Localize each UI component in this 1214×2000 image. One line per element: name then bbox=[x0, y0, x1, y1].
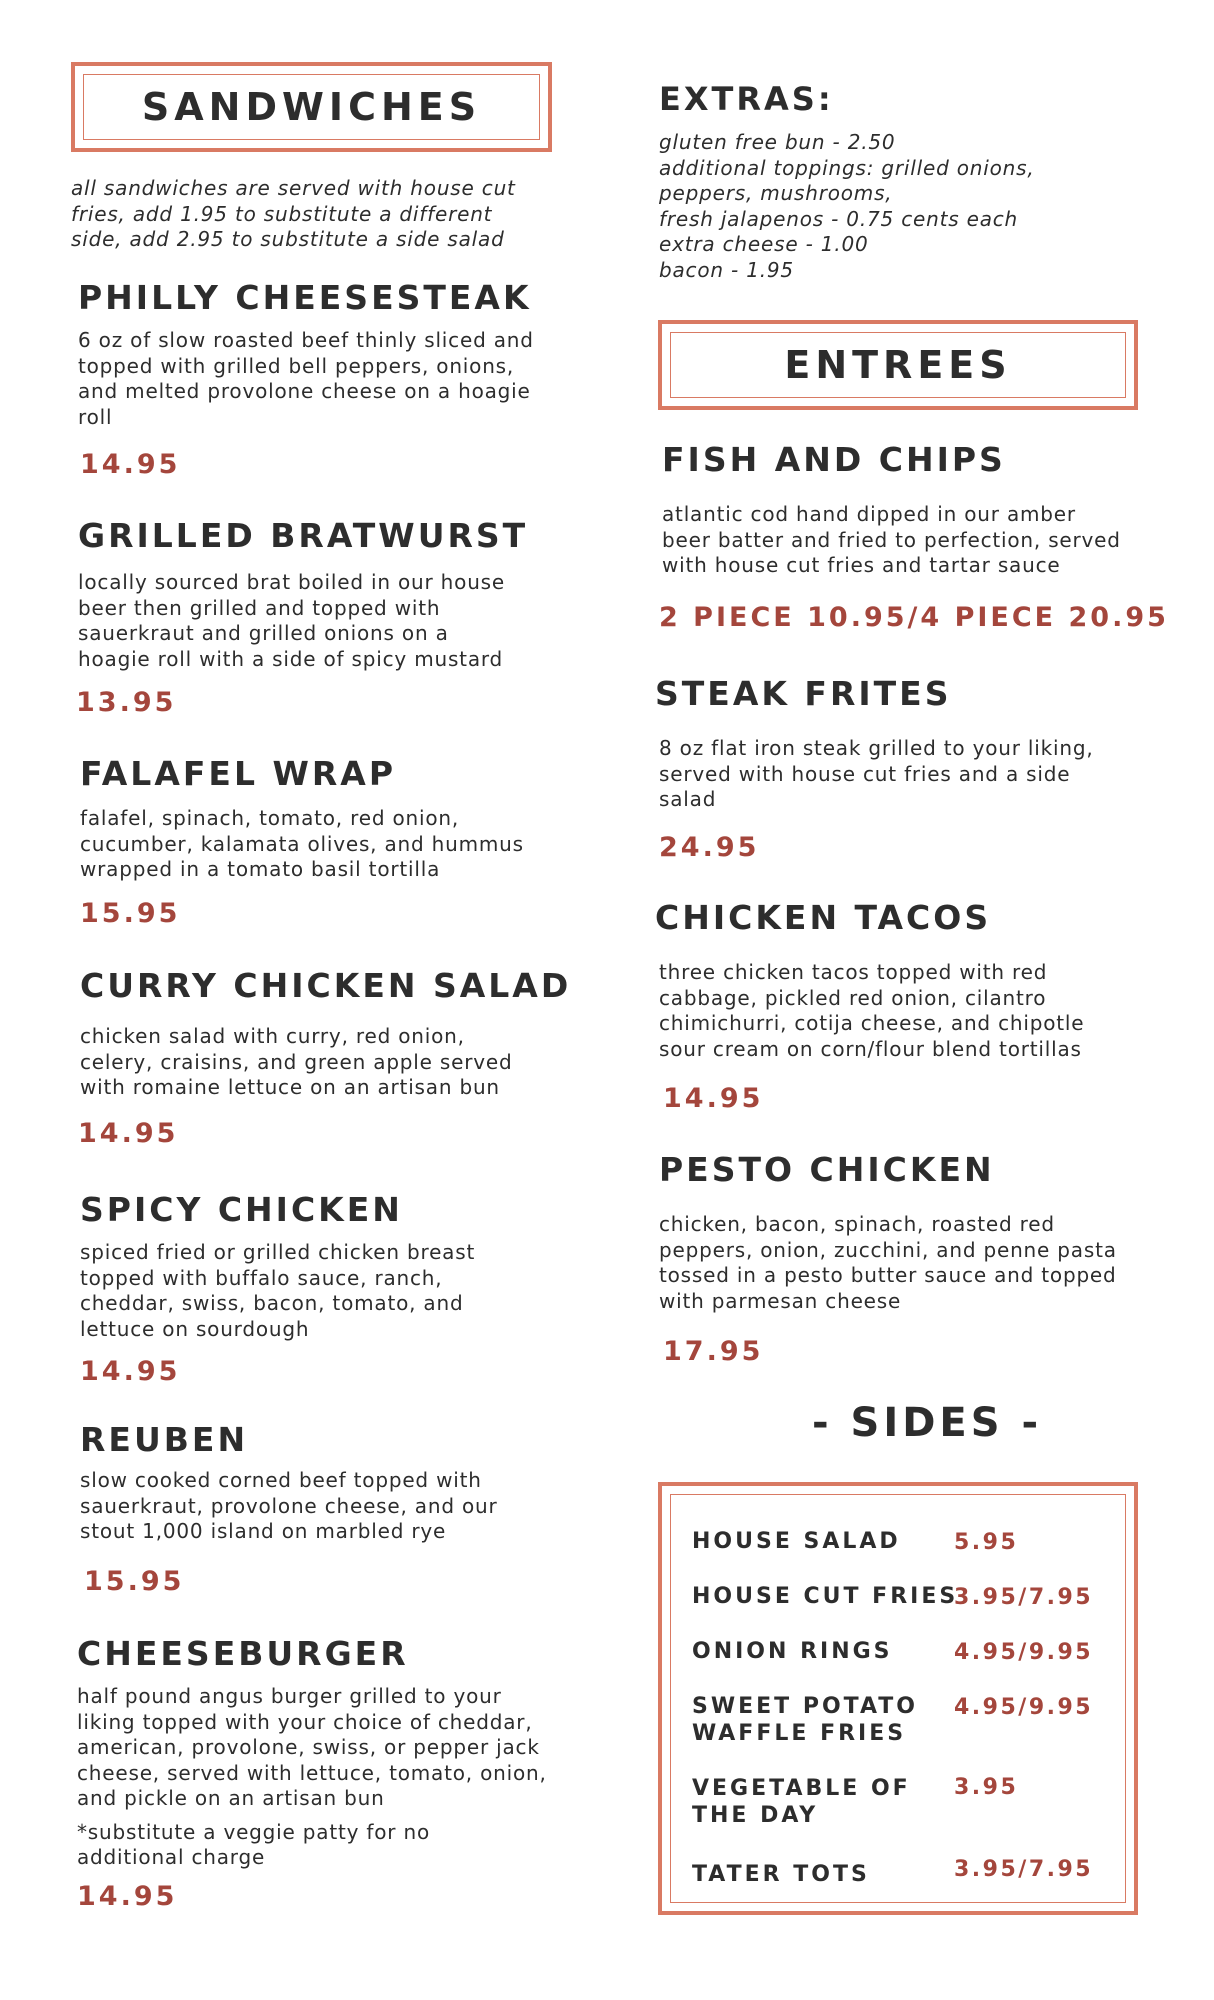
sandwiches-note bbox=[71, 176, 551, 253]
item-desc-line: sauerkraut and grilled onions on a bbox=[78, 621, 449, 646]
side-price: 3.95/7.95 bbox=[954, 1585, 1094, 1610]
item-name: CURRY CHICKEN SALAD bbox=[80, 966, 572, 1005]
side-price: 3.95/7.95 bbox=[954, 1857, 1094, 1882]
item-description bbox=[659, 960, 1155, 1062]
side-name-line: VEGETABLE OF bbox=[692, 1776, 911, 1801]
item-desc-line: roll bbox=[78, 404, 113, 429]
item-description bbox=[659, 1212, 1159, 1314]
item-price: 14.95 bbox=[77, 1881, 178, 1912]
item-desc-line: topped with grilled bell peppers, onions, bbox=[78, 353, 515, 378]
item-desc-line: chicken, bacon, spinach, roasted red bbox=[659, 1212, 1055, 1237]
item-desc-line: liking topped with your choice of cheddar, bbox=[77, 1709, 533, 1734]
entrees-header-frame bbox=[658, 320, 1138, 410]
item-price: 14.95 bbox=[78, 1118, 179, 1149]
menu-item-curry-chicken-salad bbox=[80, 968, 600, 1101]
extras-line: bacon - 1.95 bbox=[659, 257, 794, 282]
item-desc-line: tossed in a pesto butter sauce and topped bbox=[659, 1263, 1117, 1288]
item-name: STEAK FRITES bbox=[655, 674, 952, 713]
side-name-line: WAFFLE FRIES bbox=[692, 1721, 907, 1746]
menu-item-reuben bbox=[80, 1422, 600, 1545]
item-description bbox=[80, 1240, 600, 1342]
item-desc-line: 8 oz flat iron steak grilled to your liking, bbox=[659, 736, 1094, 761]
sandwiches-note-line: fries, add 1.95 to substitute a different bbox=[71, 201, 493, 226]
item-desc-line: cabbage, pickled red onion, cilantro bbox=[659, 985, 1047, 1010]
item-desc-line: salad bbox=[659, 787, 717, 812]
menu-item-falafel-wrap bbox=[80, 756, 600, 883]
side-price: 3.95 bbox=[954, 1775, 1019, 1800]
side-price: 4.95/9.95 bbox=[954, 1695, 1094, 1720]
item-desc-line: cheese, served with lettuce, tomato, onion, bbox=[77, 1760, 547, 1785]
item-desc-line: chicken salad with curry, red onion, bbox=[80, 1024, 465, 1049]
side-name bbox=[692, 1638, 893, 1665]
side-name bbox=[692, 1861, 870, 1888]
item-description bbox=[78, 328, 598, 430]
item-description bbox=[78, 570, 598, 672]
side-name bbox=[692, 1775, 911, 1829]
item-desc-line: locally sourced brat boiled in our house bbox=[78, 570, 505, 595]
menu-item-fish-and-chips bbox=[662, 442, 1162, 579]
extras-line: peppers, mushrooms, bbox=[659, 181, 893, 205]
item-desc-line: chimichurri, cotija cheese, and chipotle bbox=[659, 1011, 1085, 1036]
item-note-line: additional charge bbox=[77, 1845, 266, 1870]
item-desc-line: and melted provolone cheese on a hoagie bbox=[78, 379, 531, 404]
sides-frame bbox=[658, 1482, 1138, 1915]
extras-title: EXTRAS: bbox=[659, 80, 834, 118]
item-description bbox=[80, 1468, 600, 1545]
item-desc-line: hoagie roll with a side of spicy mustard bbox=[78, 646, 504, 671]
item-desc-line: celery, craisins, and green apple served bbox=[80, 1049, 513, 1074]
side-name-line: HOUSE CUT FRIES bbox=[692, 1584, 959, 1609]
item-desc-line: atlantic cod hand dipped in our amber bbox=[662, 502, 1076, 527]
item-desc-line: half pound angus burger grilled to your bbox=[77, 1684, 502, 1709]
side-name bbox=[692, 1693, 918, 1747]
extras-line: additional toppings: grilled onions, bbox=[659, 155, 1035, 180]
menu-item-chicken-tacos bbox=[655, 900, 1155, 1062]
item-desc-line: beer then grilled and topped with bbox=[78, 595, 441, 620]
item-desc-line: wrapped in a tomato basil tortilla bbox=[80, 857, 441, 882]
item-desc-line: topped with buffalo sauce, ranch, bbox=[80, 1265, 443, 1290]
item-desc-line: stout 1,000 island on marbled rye bbox=[80, 1519, 447, 1544]
sandwiches-note-line: side, add 2.95 to substitute a side salad bbox=[71, 227, 505, 251]
entrees-header-inner-frame bbox=[670, 332, 1126, 398]
item-price: 17.95 bbox=[663, 1336, 764, 1367]
item-desc-line: cucumber, kalamata olives, and hummus bbox=[80, 831, 524, 856]
extras-list bbox=[659, 130, 1139, 283]
item-description bbox=[659, 736, 1155, 813]
item-description bbox=[77, 1684, 607, 1812]
menu-item-philly-cheesesteak bbox=[78, 280, 598, 430]
item-price: 15.95 bbox=[80, 898, 181, 929]
item-price: 13.95 bbox=[76, 687, 177, 718]
side-name-line: ONION RINGS bbox=[692, 1639, 893, 1664]
sides-title: - SIDES - bbox=[812, 1400, 1043, 1446]
item-name: GRILLED BRATWURST bbox=[78, 516, 529, 555]
item-substitution-note bbox=[77, 1820, 607, 1871]
menu-item-steak-frites bbox=[655, 676, 1155, 813]
item-price: 14.95 bbox=[663, 1083, 764, 1114]
extras-line: gluten free bun - 2.50 bbox=[659, 130, 896, 154]
item-name: CHEESEBURGER bbox=[77, 1634, 409, 1673]
item-desc-line: sour cream on corn/flour blend tortillas bbox=[659, 1036, 1082, 1061]
item-name: SPICY CHICKEN bbox=[80, 1190, 403, 1229]
item-desc-line: american, provolone, swiss, or pepper jack bbox=[77, 1735, 540, 1760]
item-desc-line: cheddar, swiss, bacon, tomato, and bbox=[80, 1291, 464, 1316]
side-price: 4.95/9.95 bbox=[954, 1640, 1094, 1665]
item-desc-line: with parmesan cheese bbox=[659, 1288, 902, 1313]
item-desc-line: with house cut fries and tartar sauce bbox=[662, 553, 1061, 578]
side-name-line: SWEET POTATO bbox=[692, 1694, 918, 1719]
sandwiches-header-inner-frame bbox=[83, 74, 540, 140]
item-desc-line: lettuce on sourdough bbox=[80, 1316, 310, 1341]
item-name: REUBEN bbox=[80, 1420, 249, 1459]
item-desc-line: beer batter and fried to perfection, served bbox=[662, 527, 1121, 552]
item-name: FALAFEL WRAP bbox=[80, 754, 397, 793]
menu-item-grilled-bratwurst bbox=[78, 518, 598, 672]
side-name bbox=[692, 1583, 958, 1610]
item-desc-line: slow cooked corned beef topped with bbox=[80, 1468, 482, 1493]
item-price: 14.95 bbox=[80, 449, 181, 480]
item-description bbox=[662, 502, 1162, 579]
sandwiches-title: SANDWICHES bbox=[141, 85, 482, 129]
item-name: PESTO CHICKEN bbox=[659, 1150, 995, 1189]
item-price: 15.95 bbox=[84, 1566, 185, 1597]
item-desc-line: three chicken tacos topped with red bbox=[659, 960, 1048, 985]
item-price: 24.95 bbox=[659, 832, 760, 863]
menu-item-spicy-chicken bbox=[80, 1192, 600, 1342]
item-desc-line: with romaine lettuce on an artisan bun bbox=[80, 1075, 500, 1100]
item-name: CHICKEN TACOS bbox=[655, 898, 992, 937]
item-price: 2 PIECE 10.95/4 PIECE 20.95 bbox=[659, 602, 1169, 633]
side-name-line: TATER TOTS bbox=[692, 1862, 870, 1887]
menu-item-pesto-chicken bbox=[659, 1152, 1159, 1314]
item-desc-line: sauerkraut, provolone cheese, and our bbox=[80, 1493, 498, 1518]
extras-line: fresh jalapenos - 0.75 cents each bbox=[659, 206, 1019, 231]
sandwiches-header-frame bbox=[71, 62, 552, 152]
item-desc-line: peppers, onion, zucchini, and penne pasta bbox=[659, 1237, 1117, 1262]
menu-item-cheeseburger bbox=[77, 1636, 607, 1871]
item-name: PHILLY CHEESESTEAK bbox=[78, 278, 532, 317]
item-desc-line: and pickle on an artisan bun bbox=[77, 1786, 385, 1811]
item-desc-line: falafel, spinach, tomato, red onion, bbox=[80, 806, 460, 831]
side-name-line: THE DAY bbox=[692, 1803, 819, 1828]
item-description bbox=[80, 1024, 600, 1101]
item-desc-line: served with house cut fries and a side bbox=[659, 761, 1071, 786]
side-name bbox=[692, 1528, 901, 1555]
item-desc-line: 6 oz of slow roasted beef thinly sliced and bbox=[78, 328, 534, 353]
sandwiches-note-line: all sandwiches are served with house cut bbox=[71, 176, 516, 200]
extras-line: extra cheese - 1.00 bbox=[659, 232, 869, 256]
item-desc-line: spiced fried or grilled chicken breast bbox=[80, 1240, 476, 1265]
item-price: 14.95 bbox=[80, 1356, 181, 1387]
entrees-title: ENTREES bbox=[784, 343, 1012, 387]
side-price: 5.95 bbox=[954, 1530, 1019, 1555]
item-note-line: *substitute a veggie patty for no bbox=[77, 1819, 430, 1844]
item-description bbox=[80, 806, 600, 883]
side-name-line: HOUSE SALAD bbox=[692, 1529, 901, 1554]
item-name: FISH AND CHIPS bbox=[662, 440, 1006, 479]
